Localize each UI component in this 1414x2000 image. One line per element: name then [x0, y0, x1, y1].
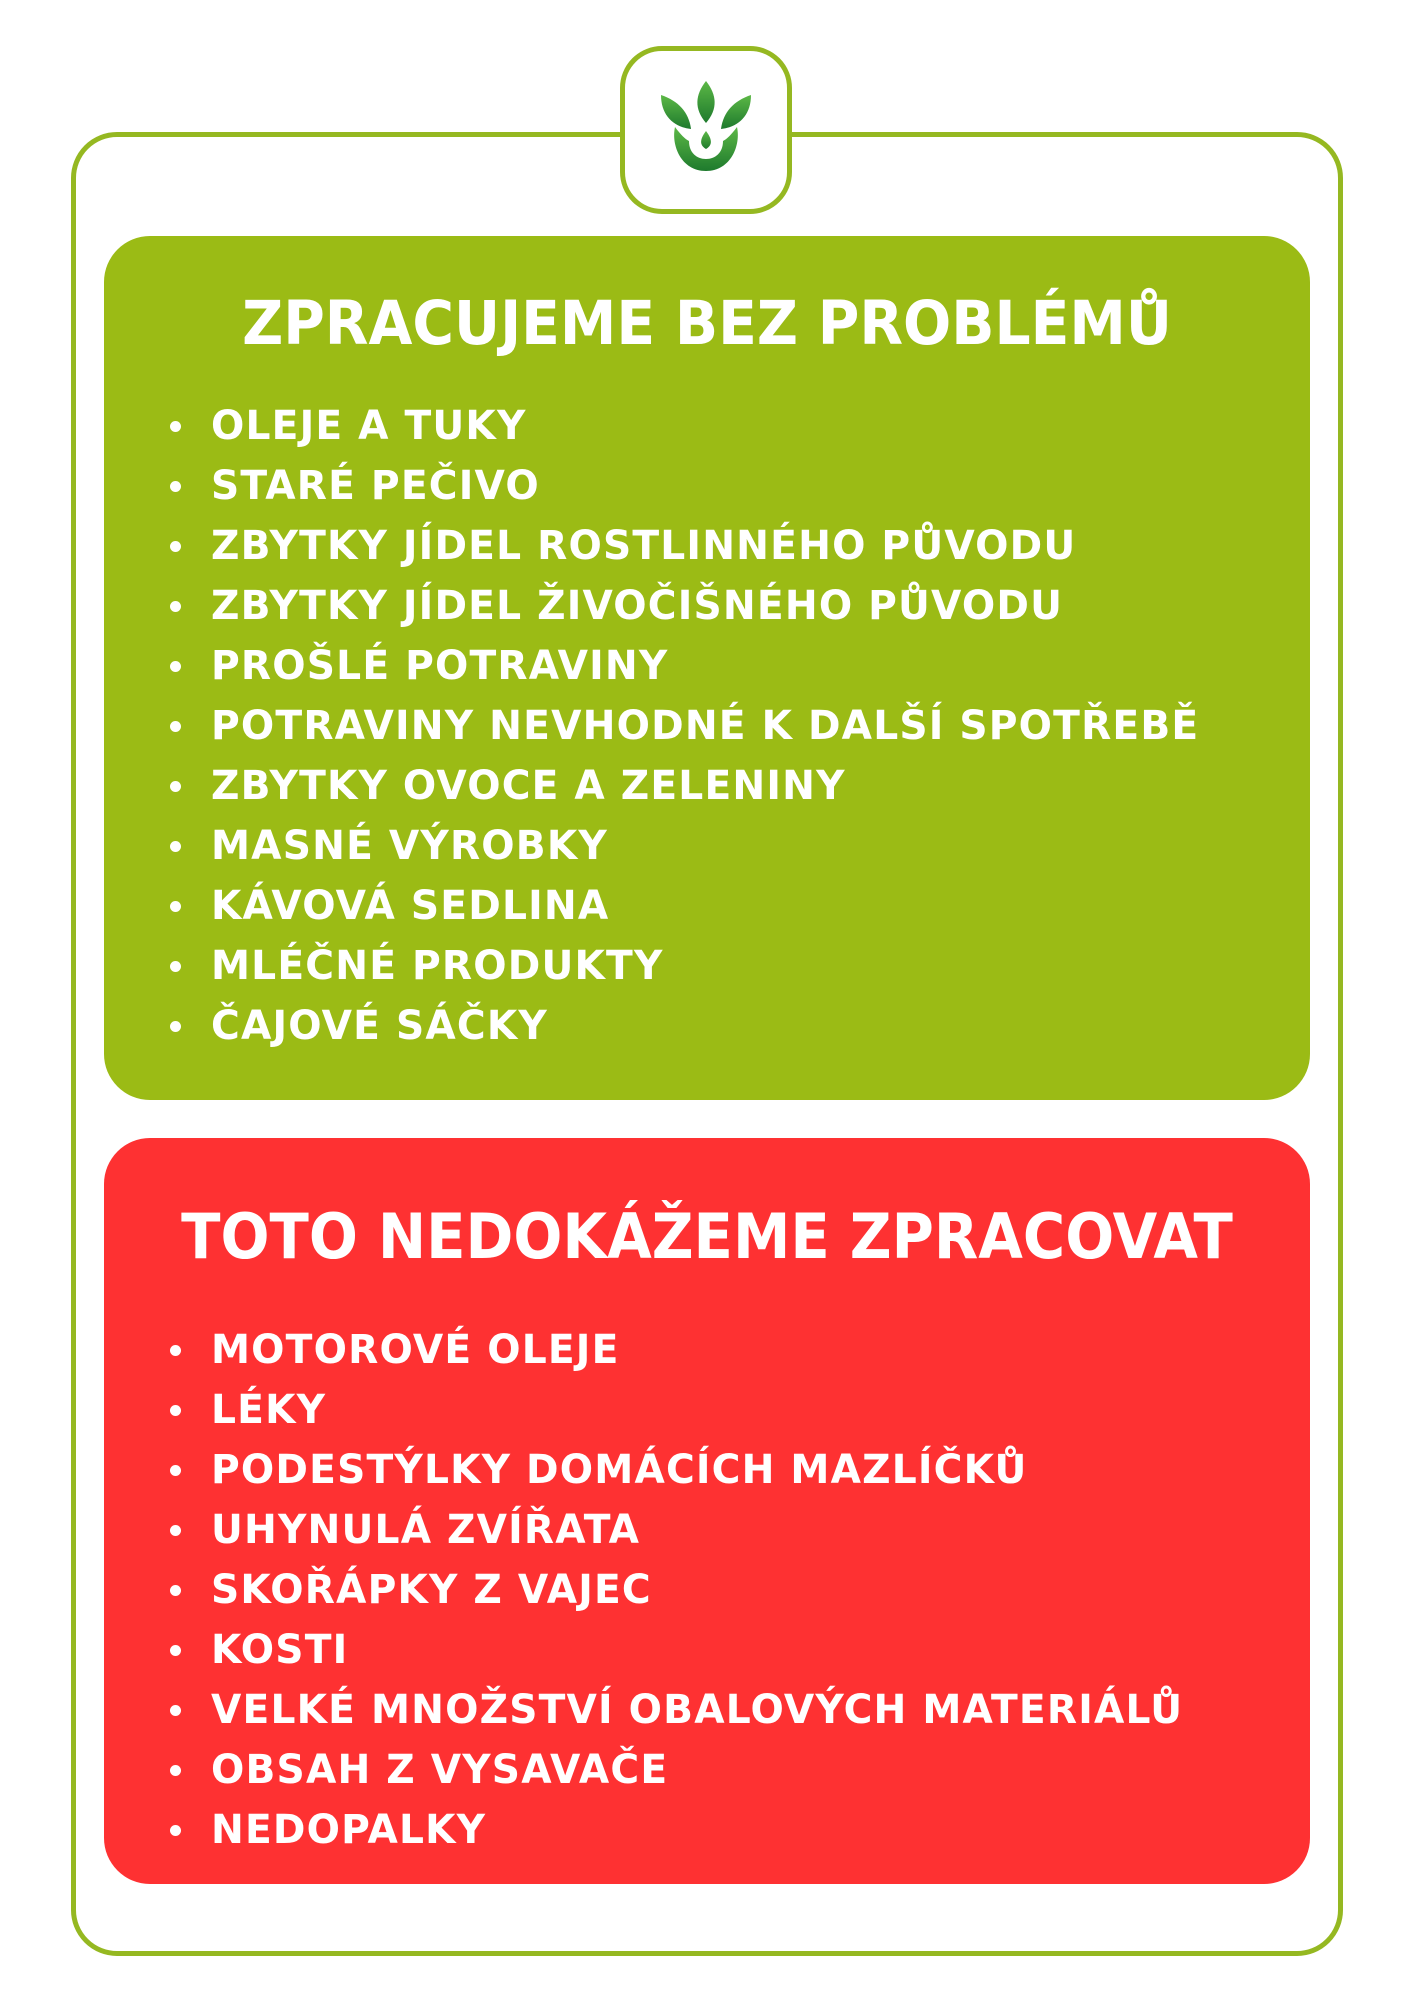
logo-badge: [620, 46, 792, 214]
list-item: POTRAVINY NEVHODNÉ K DALŠÍ SPOTŘEBĚ: [170, 696, 1220, 756]
list-item: SKOŘÁPKY Z VAJEC: [170, 1560, 1203, 1620]
list-item: MOTOROVÉ OLEJE: [170, 1320, 1203, 1380]
list-item: MLÉČNÉ PRODUKTY: [170, 936, 1220, 996]
bullet-icon: [170, 1525, 181, 1536]
rejected-list: [170, 1320, 1203, 1860]
accepted-list: [170, 396, 1220, 1056]
bullet-icon: [170, 601, 181, 612]
bullet-icon: [170, 961, 181, 972]
bullet-icon: [170, 781, 181, 792]
sprout-drop-logo-icon: [651, 75, 761, 185]
accepted-panel-title: ZPRACUJEME BEZ PROBLÉMŮ: [242, 288, 1172, 359]
bullet-icon: [170, 541, 181, 552]
list-item: ČAJOVÉ SÁČKY: [170, 996, 1220, 1056]
bullet-icon: [170, 1021, 181, 1032]
bullet-icon: [170, 841, 181, 852]
rejected-panel-title: TOTO NEDOKÁŽEME ZPRACOVAT: [181, 1200, 1233, 1273]
list-item: ZBYTKY JÍDEL ŽIVOČIŠNÉHO PŮVODU: [170, 576, 1220, 636]
bullet-icon: [170, 1465, 181, 1476]
list-item: ZBYTKY JÍDEL ROSTLINNÉHO PŮVODU: [170, 516, 1220, 576]
bullet-icon: [170, 1705, 181, 1716]
bullet-icon: [170, 1765, 181, 1776]
list-item: MASNÉ VÝROBKY: [170, 816, 1220, 876]
bullet-icon: [170, 1345, 181, 1356]
bullet-icon: [170, 901, 181, 912]
bullet-icon: [170, 661, 181, 672]
list-item: VELKÉ MNOŽSTVÍ OBALOVÝCH MATERIÁLŮ: [170, 1680, 1203, 1740]
bullet-icon: [170, 1585, 181, 1596]
list-item: OBSAH Z VYSAVAČE: [170, 1740, 1203, 1800]
rejected-waste-panel: [104, 1138, 1310, 1884]
list-item: KÁVOVÁ SEDLINA: [170, 876, 1220, 936]
list-item: ZBYTKY OVOCE A ZELENINY: [170, 756, 1220, 816]
bullet-icon: [170, 721, 181, 732]
bullet-icon: [170, 1645, 181, 1656]
list-item: KOSTI: [170, 1620, 1203, 1680]
list-item: UHYNULÁ ZVÍŘATA: [170, 1500, 1203, 1560]
list-item: PROŠLÉ POTRAVINY: [170, 636, 1220, 696]
bullet-icon: [170, 481, 181, 492]
bullet-icon: [170, 1405, 181, 1416]
list-item: PODESTÝLKY DOMÁCÍCH MAZLÍČKŮ: [170, 1440, 1203, 1500]
bullet-icon: [170, 1825, 181, 1836]
list-item: LÉKY: [170, 1380, 1203, 1440]
bullet-icon: [170, 421, 181, 432]
list-item: NEDOPALKY: [170, 1800, 1203, 1860]
list-item: STARÉ PEČIVO: [170, 456, 1220, 516]
accepted-waste-panel: [104, 236, 1310, 1100]
list-item: OLEJE A TUKY: [170, 396, 1220, 456]
